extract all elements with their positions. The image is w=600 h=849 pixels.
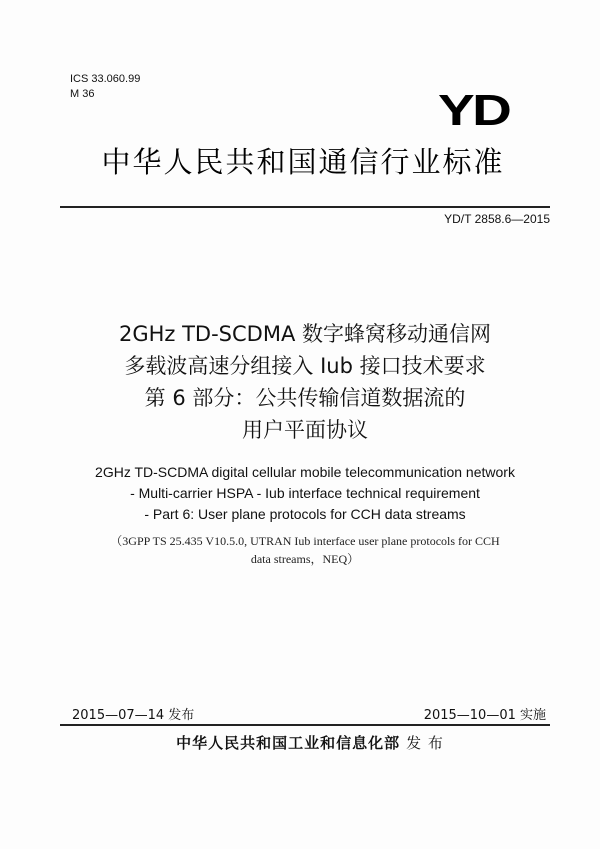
ccs-code: M 36 <box>70 88 95 100</box>
classification-codes <box>70 72 140 102</box>
cn-title-line: 用户平面协议 <box>242 418 368 442</box>
bottom-divider <box>60 724 550 726</box>
english-title <box>40 462 570 525</box>
top-divider <box>60 206 550 208</box>
yd-logo: YD <box>438 86 510 135</box>
en-title-line: - Part 6: User plane protocols for CCH data streams <box>144 506 466 522</box>
issue-date: 2015—07—14 发布 <box>72 708 195 723</box>
reference-line: data streams，NEQ） <box>250 552 360 566</box>
publisher-suffix: 发 布 <box>406 734 444 752</box>
publisher-name: 中华人民共和国工业和信息化部 <box>176 734 401 752</box>
cn-title-line: 多载波高速分组接入 Iub 接口技术要求 <box>124 354 486 378</box>
chinese-title <box>40 318 570 446</box>
standard-number: YD/T 2858.6—2015 <box>444 212 550 226</box>
reference-line: （3GPP TS 25.435 V10.5.0, UTRAN Iub interface user plane protocols for CCH <box>110 534 500 548</box>
cn-title-line: 2GHz TD-SCDMA 数字蜂窝移动通信网 <box>118 322 492 346</box>
en-title-line: - Multi-carrier HSPA - Iub interface technical requirement <box>130 485 480 501</box>
ics-code: ICS 33.060.99 <box>70 73 141 85</box>
publisher <box>130 732 490 753</box>
cn-title-line: 第 6 部分：公共传输信道数据流的 <box>144 386 466 410</box>
reference-note <box>70 532 540 568</box>
implementation-date: 2015—10—01 实施 <box>423 708 546 723</box>
standard-category-title: 中华人民共和国通信行业标准 <box>101 145 505 179</box>
en-title-line: 2GHz TD-SCDMA digital cellular mobile telecommunication network <box>95 464 515 480</box>
